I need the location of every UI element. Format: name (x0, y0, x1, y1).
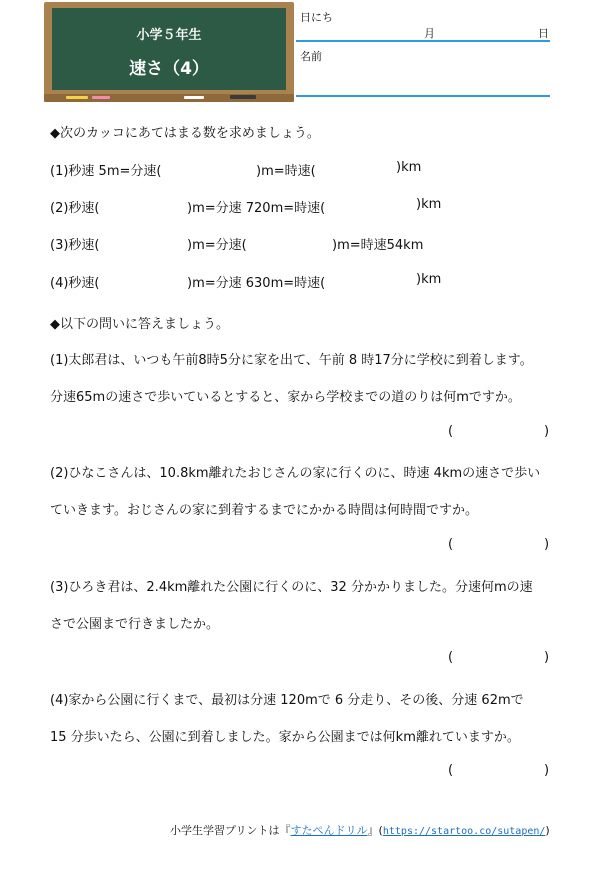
problem-2-line-1: (2)ひなこさんは、10.8km離れたおじさんの家に行くのに、時速 4kmの速さで歩い (50, 466, 541, 481)
chalk-yellow-icon (66, 96, 88, 99)
footer-credit (170, 822, 550, 838)
section2-heading: ◆以下の問いに答えましょう。 (50, 317, 229, 332)
footer-suffix: ) (545, 824, 550, 837)
conversion-row-4 (50, 272, 590, 292)
footer-drill-link[interactable]: すたぺんドリル (290, 824, 368, 837)
worksheet-title: 速さ（4） (129, 59, 209, 79)
problem-1-line-2: 分速65mの速さで歩いているとすると、家から学校までの道のりは何mですか。 (50, 390, 521, 405)
answer-box-1[interactable] (448, 424, 558, 444)
name-label: 名前 (300, 50, 322, 63)
paren-open: ( (448, 424, 454, 439)
footer-url-link[interactable]: https://startoo.co/sutapen/ (382, 826, 546, 837)
chalkboard (44, 2, 294, 102)
paren-open: ( (448, 763, 454, 778)
row-text: )km (396, 160, 422, 175)
conversion-row-2 (50, 197, 590, 217)
date-underline (296, 40, 550, 42)
problem-2-line-2: ていきます。おじさんの家に到着するまでにかかる時間は何時間ですか。 (50, 503, 478, 518)
row-text: )m=分速( (187, 238, 247, 253)
paren-close: ) (544, 763, 550, 778)
problem-1-line-1: (1)太郎君は、いつも午前8時5分に家を出て、午前 8 時17分に学校に到着します。 (50, 353, 533, 368)
grade-label: 小学５年生 (136, 28, 202, 43)
row-text: )m=分速 720m=時速( (187, 201, 326, 216)
footer-middle: 』( (367, 824, 383, 837)
problem-3-line-1: (3)ひろき君は、2.4km離れた公園に行くのに、32 分かかりました。分速何mの速 (50, 580, 533, 595)
row-text: )km (416, 197, 442, 212)
conversion-row-1 (50, 160, 590, 180)
row-text: )m=時速( (256, 164, 316, 179)
paren-open: ( (448, 650, 454, 665)
paren-close: ) (544, 424, 550, 439)
conversion-row-3 (50, 234, 590, 254)
row-text: )m=時速54km (332, 238, 424, 253)
problem-4-line-1: (4)家から公園に行くまで、最初は分速 120mで 6 分走り、その後、分速 62mで (50, 693, 524, 708)
chalk-white-icon (184, 96, 204, 99)
day-label: 日 (538, 27, 549, 40)
date-label: 日にち (300, 11, 333, 24)
row-text: (4)秒速( (50, 276, 100, 291)
row-text: (1)秒速 5m=分速( (50, 164, 162, 179)
name-underline (296, 95, 550, 97)
row-text: (2)秒速( (50, 201, 100, 216)
paren-close: ) (544, 537, 550, 552)
paren-open: ( (448, 537, 454, 552)
answer-box-4[interactable] (448, 763, 558, 783)
answer-box-2[interactable] (448, 537, 558, 557)
answer-box-3[interactable] (448, 650, 558, 670)
row-text: )m=分速 630m=時速( (187, 276, 326, 291)
footer-prefix: 小学生学習プリントは『 (170, 824, 291, 837)
eraser-icon (230, 95, 256, 99)
row-text: (3)秒速( (50, 238, 100, 253)
paren-close: ) (544, 650, 550, 665)
problem-3-line-2: さで公園まで行きましたか。 (50, 617, 220, 632)
section1-heading: ◆次のカッコにあてはまる数を求めましょう。 (50, 126, 320, 141)
month-label: 月 (424, 27, 435, 40)
row-text: )km (416, 272, 442, 287)
problem-4-line-2: 15 分歩いたら、公園に到着しました。家から公園までは何km離れていますか。 (50, 730, 520, 745)
chalk-pink-icon (92, 96, 110, 99)
